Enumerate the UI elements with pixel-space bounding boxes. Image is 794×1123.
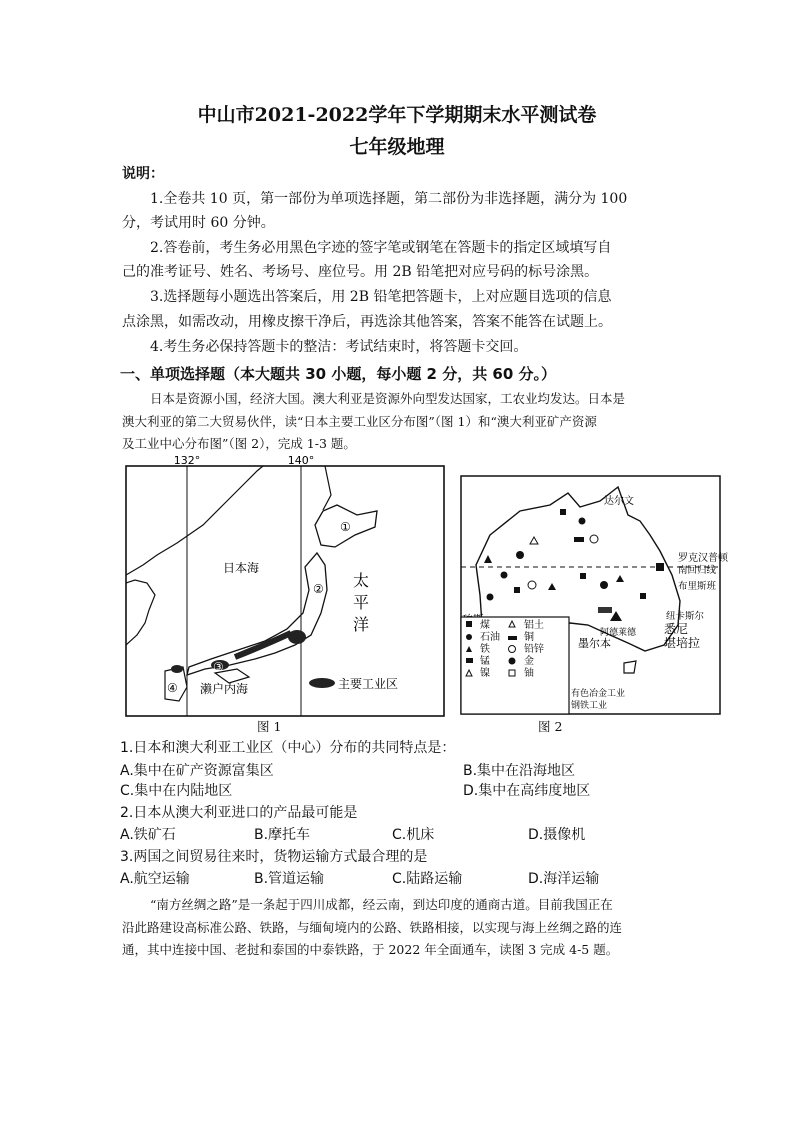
answer-option[interactable]: B.管道运输 (254, 871, 325, 887)
instruction-line: 己的准考证号、姓名、考场号、座位号。用 2B 铅笔把对应号码的标号涂黑。 (122, 264, 599, 280)
korea-peninsula (126, 580, 155, 645)
answer-option[interactable]: D.摄像机 (528, 827, 586, 843)
answer-option[interactable]: A.铁矿石 (120, 827, 176, 843)
svg-text:铁: 铁 (480, 644, 490, 655)
answer-option[interactable]: C.陆路运输 (392, 871, 463, 887)
newcastle-label: 纽卡斯尔 (666, 611, 705, 622)
svg-text:铅锌: 铅锌 (524, 644, 544, 655)
figure2-caption: 图 2 (538, 719, 563, 734)
marker-4: ④ (167, 681, 178, 695)
marker-1: ① (340, 520, 351, 534)
industrial-area-kitakyushu (171, 665, 183, 673)
melbourne-label: 墨尔本 (578, 637, 611, 650)
svg-text:石油: 石油 (480, 632, 500, 643)
question-stem: 2.日本从澳大利亚进口的产品最可能是 (120, 805, 358, 821)
passage-line: 澳大利亚的第二大贸易伙伴，读“日本主要工业区分布图”（图 1）和“澳大利亚矿产资源 (122, 414, 597, 429)
svg-text:锰: 锰 (480, 656, 490, 667)
passage-line: 通，其中连接中国、老挝和泰国的中泰铁路，于 2022 年全面通车，读图 3 完成 4-5 题。 (122, 942, 619, 957)
answer-option[interactable]: A.集中在矿产资源富集区 (120, 763, 274, 779)
exam-subtitle: 七年级地理 (349, 136, 445, 158)
passage-line: “南方丝绸之路”是一条起于四川成都，经云南，到达印度的通商古道。目前我国正在 (150, 897, 613, 912)
canberra-label: 堪培拉 (664, 636, 701, 650)
exam-title: 中山市2021-2022学年下学期期末水平测试卷 (197, 104, 597, 126)
marker-3: ③ (213, 660, 224, 674)
answer-option[interactable]: C.集中在内陆地区 (120, 783, 233, 799)
answer-option[interactable]: D.海洋运输 (528, 871, 600, 887)
pacific-label: 洋 (353, 615, 370, 634)
brisbane-label: 布里斯班 (678, 581, 717, 592)
instruction-line: 4.考生务必保持答题卡的整洁：考试结束时，将答题卡交回。 (150, 339, 528, 355)
pacific-label: 太 (353, 571, 370, 590)
legend-steel: 钢铁工业 (571, 701, 608, 711)
instructions-heading: 说明： (122, 166, 164, 182)
australia-resources-map (460, 475, 728, 715)
question-stem: 3.两国之间贸易往来时，货物运输方式最合理的是 (120, 849, 428, 865)
mainland-coast (126, 466, 263, 575)
sydney-label: 悉尼 (664, 622, 689, 636)
map-legend (461, 617, 569, 714)
svg-text:镍: 镍 (480, 668, 490, 679)
sea-of-japan-label: 日本海 (223, 561, 260, 575)
instruction-line: 2.答卷前，考生务必用黑色字迹的签字笔或钢笔在答题卡的指定区域填写自 (150, 240, 612, 256)
adelaide-label: 阿德莱德 (600, 628, 637, 638)
instruction-line: 3.选择题每小题选出答案后，用 2B 铅笔把答题卡，上对应题目选项的信息 (150, 289, 612, 305)
inland-sea-label: 濑户内海 (200, 682, 249, 696)
answer-option[interactable]: B.集中在沿海地区 (463, 763, 576, 779)
answer-option[interactable]: B.摩托车 (254, 827, 311, 843)
longitude-132-label: 132° (173, 454, 201, 467)
marker-2: ② (313, 582, 324, 596)
svg-text:金: 金 (524, 656, 534, 667)
svg-text:煤: 煤 (480, 620, 490, 631)
figure1-caption: 图 1 (257, 719, 282, 734)
longitude-140-label: 140° (287, 454, 315, 467)
legend-industrial-symbol (309, 678, 335, 688)
legend-industrial-label: 主要工业区 (338, 677, 399, 691)
question-stem: 1.日本和澳大利亚工业区（中心）分布的共同特点是： (120, 740, 456, 756)
svg-text:铜: 铜 (524, 632, 534, 643)
svg-text:铝土: 铝土 (524, 620, 544, 631)
svg-text:铀: 铀 (524, 668, 534, 679)
passage-line: 沿此路建设高标准公路、铁路，与缅甸境内的公路、铁路相接，以实现与海上丝绸之路的连 (122, 920, 623, 935)
instruction-line: 分，考试用时 60 分钟。 (122, 215, 275, 231)
answer-option[interactable]: C.机床 (392, 827, 435, 843)
legend-nonferrous: 有色冶金工业 (571, 689, 626, 699)
section-heading: 一、单项选择题（本大题共 30 小题，每小题 2 分，共 60 分。） (120, 365, 557, 383)
japan-industrial-map (125, 455, 445, 717)
darwin-label: 达尔文 (604, 496, 634, 507)
industrial-area-keihin (288, 630, 306, 644)
instruction-line: 点涂黑，如需改动，用橡皮擦干净后，再选涂其他答案，答案不能答在试题上。 (122, 314, 612, 330)
answer-option[interactable]: D.集中在高纬度地区 (463, 783, 591, 799)
pacific-label: 平 (353, 593, 370, 612)
industrial-belt (235, 633, 291, 657)
rockhampton-label: 罗克汉普顿 (678, 553, 728, 564)
instruction-line: 1.全卷共 10 页，第一部份为单项选择题，第二部份为非选择题，满分为 100 (150, 191, 628, 207)
tasmania-outline (624, 661, 636, 673)
answer-option[interactable]: A.航空运输 (120, 871, 190, 887)
passage-line: 及工业中心分布图”（图 2），完成 1-3 题。 (122, 436, 356, 451)
passage-line: 日本是资源小国，经济大国。澳大利亚是资源外向型发达国家，工农业均发达。日本是 (150, 391, 626, 406)
tropic-label: 南回归线 (678, 565, 717, 576)
